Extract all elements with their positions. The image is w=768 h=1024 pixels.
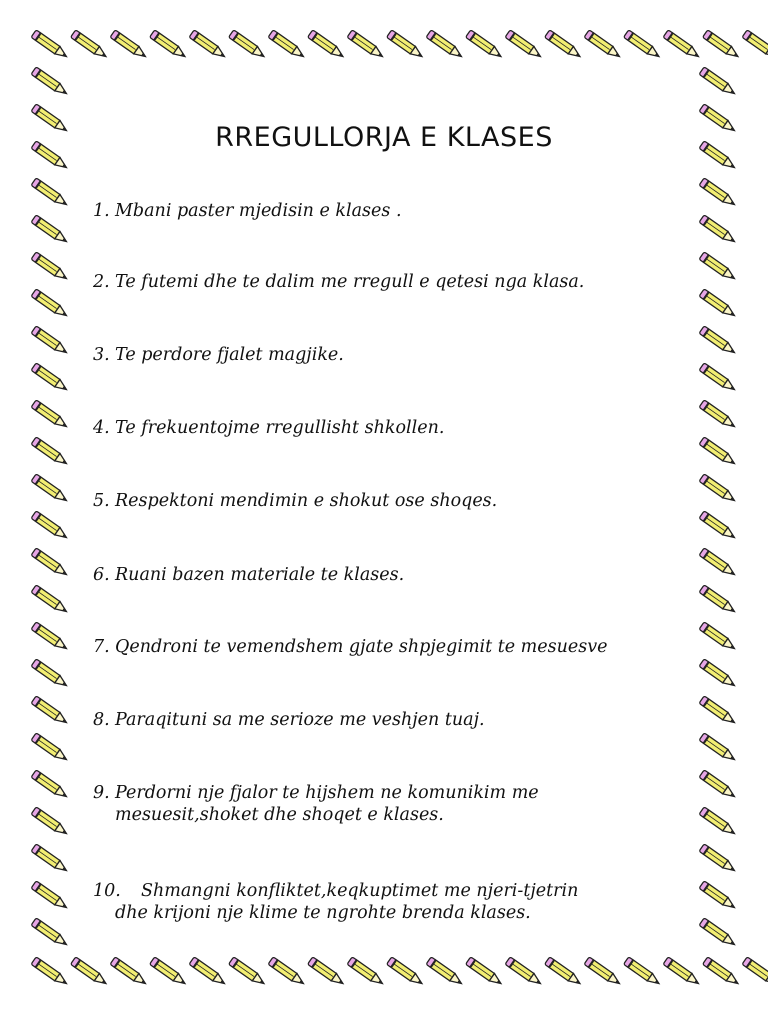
pencil-icon xyxy=(699,437,738,468)
pencil-icon xyxy=(31,844,70,875)
pencil-icon xyxy=(699,474,738,505)
pencil-icon xyxy=(699,659,738,690)
pencil-icon xyxy=(268,957,307,988)
pencil-icon xyxy=(466,30,505,61)
rule-text: Mbani paster mjedisin e klases . xyxy=(115,201,402,221)
pencil-icon xyxy=(31,807,70,838)
rule-item-9 xyxy=(93,782,693,826)
pencil-icon xyxy=(110,30,149,61)
pencil-icon xyxy=(150,30,189,61)
pencil-icon xyxy=(742,30,768,61)
pencil-icon xyxy=(699,252,738,283)
pencil-icon xyxy=(31,659,70,690)
pencil-icon xyxy=(699,844,738,875)
pencil-icon xyxy=(545,957,584,988)
rule-number: 2. xyxy=(93,272,110,292)
pencil-icon xyxy=(31,881,70,912)
pencil-icon xyxy=(110,957,149,988)
pencil-icon xyxy=(31,474,70,505)
pencil-icon xyxy=(347,30,386,61)
pencil-icon xyxy=(31,289,70,320)
pencil-icon xyxy=(624,957,663,988)
rule-item-4 xyxy=(93,417,693,439)
pencil-icon xyxy=(229,957,268,988)
pencil-icon xyxy=(71,30,110,61)
pencil-icon xyxy=(699,511,738,542)
pencil-icon xyxy=(699,770,738,801)
pencil-icon xyxy=(31,622,70,653)
pencil-icon xyxy=(31,585,70,616)
pencil-icon xyxy=(31,178,70,209)
pencil-icon xyxy=(31,437,70,468)
rule-text: Te perdore fjalet magjike. xyxy=(115,345,344,365)
rule-item-7 xyxy=(93,636,693,658)
rule-item-2 xyxy=(93,271,693,293)
pencil-icon xyxy=(663,30,702,61)
pencil-icon xyxy=(31,363,70,394)
pencil-icon xyxy=(663,957,702,988)
pencil-icon xyxy=(31,696,70,727)
rule-text: Ruani bazen materiale te klases. xyxy=(115,565,405,585)
pencil-icon xyxy=(31,252,70,283)
pencil-icon xyxy=(699,585,738,616)
rule-text: Te frekuentojme rregullisht shkollen. xyxy=(115,418,445,438)
rule-item-3 xyxy=(93,344,693,366)
pencil-icon xyxy=(387,30,426,61)
pencil-icon xyxy=(699,326,738,357)
rule-number: 6. xyxy=(93,565,110,585)
pencil-icon xyxy=(31,733,70,764)
rule-item-5 xyxy=(93,490,693,512)
rule-number: 8. xyxy=(93,710,110,730)
pencil-icon xyxy=(31,30,70,61)
pencil-icon xyxy=(699,363,738,394)
pencil-icon xyxy=(699,881,738,912)
rule-item-6 xyxy=(93,564,693,586)
rule-text: Qendroni te vemendshem gjate shpjegimit te mesuesve xyxy=(115,637,608,657)
pencil-icon xyxy=(699,622,738,653)
rule-number: 5. xyxy=(93,491,110,511)
pencil-icon xyxy=(150,957,189,988)
pencil-icon xyxy=(31,67,70,98)
pencil-icon xyxy=(703,30,742,61)
pencil-icon xyxy=(71,957,110,988)
pencil-icon xyxy=(505,957,544,988)
pencil-icon xyxy=(189,30,228,61)
pencil-icon xyxy=(426,30,465,61)
rule-item-8 xyxy=(93,709,693,731)
rule-text: Shmangni konfliktet,keqkuptimet me njeri-tjetrin xyxy=(141,881,579,901)
pencil-icon xyxy=(426,957,465,988)
pencil-icon xyxy=(699,400,738,431)
pencil-icon xyxy=(699,67,738,98)
rule-item-1 xyxy=(93,200,693,222)
pencil-icon xyxy=(31,548,70,579)
rule-number: 3. xyxy=(93,345,110,365)
rule-text: Perdorni nje fjalor te hijshem ne komunikim me xyxy=(115,783,539,803)
pencil-icon xyxy=(31,400,70,431)
page-title: RREGULLORJA E KLASES xyxy=(215,122,553,153)
rule-number: 4. xyxy=(93,418,110,438)
pencil-icon xyxy=(31,770,70,801)
rule-text-continued: dhe krijoni nje klime te ngrohte brenda klases. xyxy=(115,903,531,923)
pencil-icon xyxy=(466,957,505,988)
pencil-icon xyxy=(347,957,386,988)
pencil-icon xyxy=(387,957,426,988)
rule-item-10 xyxy=(93,880,693,924)
pencil-icon xyxy=(624,30,663,61)
pencil-icon xyxy=(308,957,347,988)
pencil-icon xyxy=(699,807,738,838)
pencil-icon xyxy=(699,289,738,320)
pencil-icon xyxy=(699,733,738,764)
pencil-icon xyxy=(505,30,544,61)
pencil-icon xyxy=(31,957,70,988)
pencil-icon xyxy=(703,957,742,988)
pencil-icon xyxy=(699,918,738,949)
pencil-icon xyxy=(699,178,738,209)
pencil-icon xyxy=(545,30,584,61)
pencil-icon xyxy=(31,326,70,357)
pencil-icon xyxy=(229,30,268,61)
rule-number: 10. xyxy=(93,881,121,901)
rule-text: Te futemi dhe te dalim me rregull e qetesi nga klasa. xyxy=(115,272,585,292)
pencil-icon xyxy=(584,30,623,61)
pencil-icon xyxy=(268,30,307,61)
pencil-icon xyxy=(742,957,768,988)
pencil-icon xyxy=(699,215,738,246)
pencil-icon xyxy=(31,511,70,542)
rule-number: 7. xyxy=(93,637,110,657)
rule-text: Respektoni mendimin e shokut ose shoqes. xyxy=(115,491,498,511)
pencil-icon xyxy=(699,696,738,727)
pencil-icon xyxy=(31,215,70,246)
pencil-icon xyxy=(189,957,228,988)
pencil-icon xyxy=(308,30,347,61)
rule-number: 1. xyxy=(93,201,110,221)
rule-text: Paraqituni sa me serioze me veshjen tuaj. xyxy=(115,710,485,730)
pencil-icon xyxy=(584,957,623,988)
rule-text-continued: mesuesit,shoket dhe shoqet e klases. xyxy=(115,805,444,825)
rule-number: 9. xyxy=(93,783,110,803)
pencil-icon xyxy=(31,918,70,949)
pencil-icon xyxy=(699,548,738,579)
